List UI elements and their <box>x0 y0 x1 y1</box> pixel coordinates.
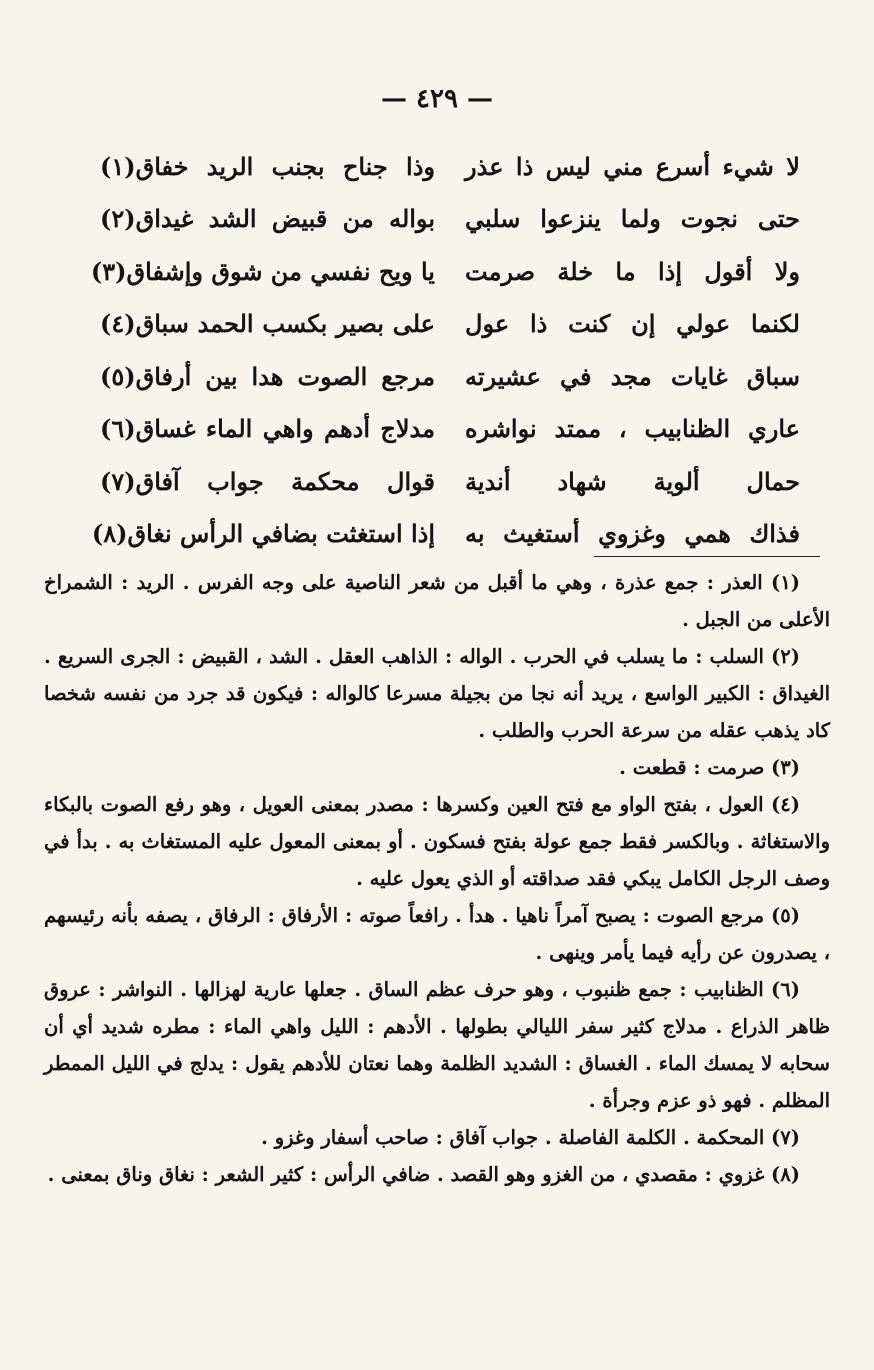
verse-second-hemistich: يا ويح نفسي من شوق وإشفاق(٣) <box>90 256 435 286</box>
verse <box>100 403 800 456</box>
page-number: — ٤٢٩ — <box>380 84 494 114</box>
verse <box>91 508 800 561</box>
verse-second-hemistich: وذا جناح بجنب الريد خفاق(١) <box>100 151 435 181</box>
verse-first-hemistich: سباق غايات مجد في عشيرته <box>465 361 800 391</box>
footnote: (٤) العول ، بفتح الواو مع فتح العين وكسرها : مصدر بمعنى العويل ، وهو رفع الصوت بالبكاء والاستغاثة . وبالكسر فقط جمع عولة بفتح فسكون . أو بمعنى المعول عليه المستغاث به . بدأ في وصف الرجل الكامل يبكي فقد صداقته أو الذي يعول عليه . <box>44 793 830 890</box>
footnote: (٢) السلب : ما يسلب في الحرب . الواله : الذاهب العقل . الشد ، القبيض : الجرى السريع . الغيداق : الكبير الواسع ، يريد أنه نجا من بجيلة مسرعا كالواله : فيكون قد جرد من نفسه شخصا كاد يذهب عقله من سرعة الحرب والطلب . <box>44 645 830 742</box>
verse-second-hemistich: قوال محكمة جواب آفاق(٧) <box>100 466 435 496</box>
verse-second-hemistich: مرجع الصوت هدا بين أرفاق(٥) <box>100 361 435 391</box>
verse-first-hemistich: لا شيء أسرع مني ليس ذا عذر <box>465 151 800 181</box>
verse-first-hemistich: حتى نجوت ولما ينزعوا سلبي <box>465 204 800 234</box>
poem <box>90 140 800 560</box>
verse <box>100 140 800 193</box>
verse-second-hemistich: إذا استغثت بضافي الرأس نغاق(٨) <box>91 519 435 549</box>
verse-first-hemistich: لكنما عولي إن كنت ذا عول <box>465 309 800 339</box>
verse-first-hemistich: فذاك همي وغزوي أستغيث به <box>465 519 800 549</box>
verse <box>90 245 800 298</box>
verse <box>100 193 800 246</box>
verse-first-hemistich: ولا أقول إذا ما خلة صرمت <box>465 256 800 286</box>
footnote: (٥) مرجع الصوت : يصبح آمراً ناهيا . هدأ . رافعاً صوته : الأرفاق : الرفاق ، يصفه بأنه رئيسهم ، يصدرون عن رأيه فيما يأمر وينهى . <box>44 904 830 964</box>
verse-second-hemistich: بواله من قبيض الشد غيداق(٢) <box>100 204 435 234</box>
footnote: (٣) صرمت : قطعت . <box>619 756 800 779</box>
verse-second-hemistich: مدلاج أدهم واهي الماء غساق(٦) <box>100 414 435 444</box>
verse <box>100 455 800 508</box>
verse-second-hemistich: على بصير بكسب الحمد سباق(٤) <box>100 309 435 339</box>
verse <box>100 298 800 351</box>
footnote: (١) العذر : جمع عذرة ، وهي ما أقبل من شعر الناصية على وجه الفرس . الريد : الشمراخ الأعلى من الجبل . <box>44 571 830 631</box>
footnote: (٨) غزوي : مقصدي ، من الغزو وهو القصد . ضافي الرأس : كثير الشعر : نغاق وناق بمعنى . <box>47 1163 800 1186</box>
verse <box>100 350 800 403</box>
verse-first-hemistich: حمال ألوية شهاد أندية <box>465 466 800 496</box>
verse-first-hemistich: عاري الظنابيب ، ممتد نواشره <box>465 414 800 444</box>
footnotes <box>44 564 830 1193</box>
footnote: (٧) المحكمة . الكلمة الفاصلة . جواب آفاق : صاحب أسفار وغزو . <box>261 1126 800 1149</box>
footnote: (٦) الظنابيب : جمع ظنبوب ، وهو حرف عظم الساق . جعلها عارية لهزالها . النواشر : عروق ظاهر الذراع . مدلاج كثير سفر الليالي بطولها . الأدهم : الليل واهي الماء : مطره شديد أي أن سحابه لا يمسك الماء . الغساق : الشديد الظلمة وهما نعتان للأدهم يقول : يدلج في الليل الممطر المظلم . فهو ذو عزم وجرأة . <box>44 978 830 1112</box>
footnote-divider <box>594 556 820 557</box>
